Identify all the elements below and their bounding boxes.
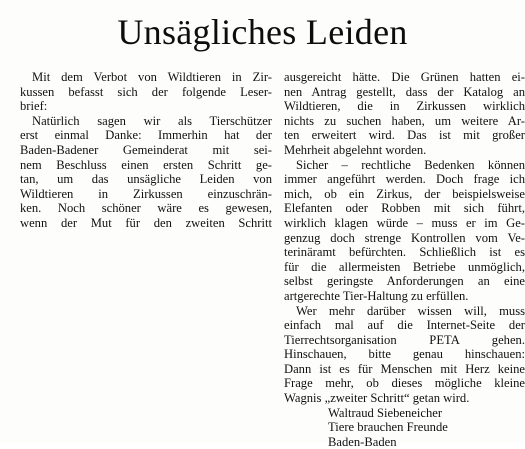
text-line: Frage mehr, ob dieses mögliche kleine bbox=[284, 376, 525, 391]
text-line: ausgereicht hätte. Die Grünen hatten ei- bbox=[284, 70, 525, 84]
text-line: einfach mal auf die Internet-Seite der bbox=[284, 318, 525, 333]
text-line: Elefanten oder Robben mit sich führt, bbox=[284, 201, 525, 216]
text-line: nichts zu suchen haben, um weitere Ar- bbox=[284, 113, 525, 128]
text-line: Mit dem Verbot von Wildtieren in Zir- bbox=[32, 70, 272, 84]
left-column bbox=[20, 70, 272, 231]
text-line: genzug doch strenge Kontrollen vom Ve- bbox=[284, 230, 525, 245]
signature-name: Waltraud Siebeneicher bbox=[328, 405, 443, 420]
text-line: Dann ist es für Menschen mit Herz keine bbox=[284, 361, 525, 376]
text-line: Mehrheit abgelehnt worden. bbox=[284, 142, 427, 157]
text-line: Wildtieren in Zirkussen einzuschrän- bbox=[20, 186, 272, 201]
text-line: brief: bbox=[20, 99, 48, 114]
text-line: artgerechte Tier-Haltung zu erfüllen. bbox=[284, 288, 469, 303]
text-line: erst einmal Danke: Immerhin hat der bbox=[20, 128, 272, 143]
text-line: mich, ob ein Zirkus, der beispielsweise bbox=[284, 186, 525, 201]
text-line: immer angeführt werden. Doch frage ich bbox=[284, 172, 525, 187]
text-line: wenn der Mut für den zweiten Schritt bbox=[20, 215, 272, 230]
text-line: Baden-Badener Gemeinderat mit sei- bbox=[20, 142, 272, 157]
text-line: nen Antrag gestellt, dass der Katalog an bbox=[284, 84, 525, 99]
text-line: ten erweitert wird. Das ist mit großer bbox=[284, 128, 525, 143]
text-line: Sicher – rechtliche Bedenken können bbox=[296, 157, 525, 172]
text-line: Tierrechtsorganisation PETA gehen. bbox=[284, 332, 525, 347]
text-line: für die allermeisten Betriebe unmöglich, bbox=[284, 259, 525, 274]
text-line: wirklich klagen würde – muss er im Ge- bbox=[284, 215, 525, 230]
headline: Unsägliches Leiden bbox=[117, 12, 408, 52]
right-column bbox=[284, 70, 525, 449]
text-line: Wagnis „zweiter Schritt“ getan wird. bbox=[284, 391, 470, 406]
signature-city: Baden-Baden bbox=[328, 434, 397, 449]
right-column-body bbox=[284, 70, 525, 406]
text-line: nem Beschluss einen ersten Schritt ge- bbox=[20, 157, 272, 172]
text-line: Wildtieren, die in Zirkussen wirklich bbox=[284, 99, 525, 114]
text-line: terinäramt befürchten. Schließlich ist es bbox=[284, 245, 525, 260]
signature-block bbox=[284, 406, 525, 449]
text-line: kussen befasst sich der folgende Leser- bbox=[20, 84, 272, 99]
text-line: Hinschauen, bitte genau hinschauen: bbox=[284, 347, 525, 362]
text-line: Natürlich sagen wir als Tierschützer bbox=[32, 113, 272, 128]
text-line: selbst geringste Anforderungen an eine bbox=[284, 274, 525, 289]
text-line: ken. Noch schöner wäre es gewesen, bbox=[20, 201, 272, 216]
text-line: tan, um das unsägliche Leiden von bbox=[20, 172, 272, 187]
signature-organization: Tiere brauchen Freunde bbox=[328, 420, 448, 435]
text-line: Wer mehr darüber wissen will, muss bbox=[296, 303, 525, 318]
